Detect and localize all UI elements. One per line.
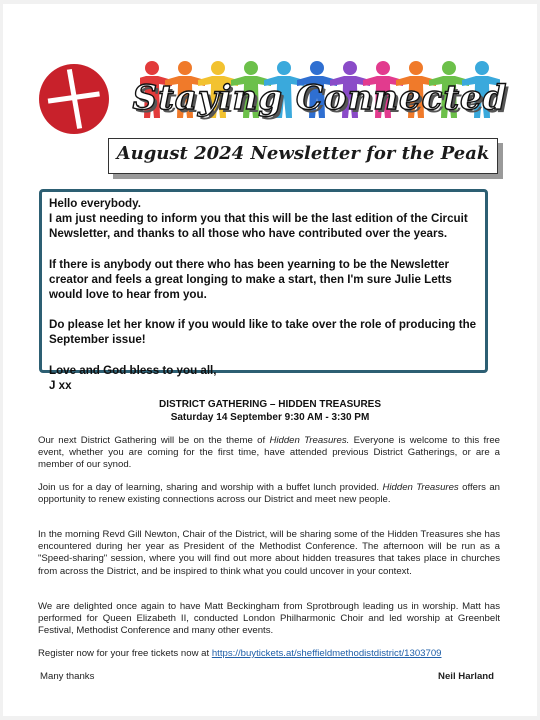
methodist-cross-logo-icon — [38, 63, 110, 135]
signature: J xx — [49, 378, 72, 392]
subtitle-banner — [108, 138, 498, 174]
event-paragraph-3: In the morning Revd Gill Newton, Chair of the District, will be sharing some of the Hidden Treasures she has encountered during her year as President of the Methodist Conference. The afternoon will be run as a "Speed-sharing" session, where you will find out more about hidden treasures that takes place in churches from across the District, and be inspired to think what you could uncover in your context. — [38, 529, 500, 577]
event-paragraph-2-text-b: offers an opportunity to renew existing connections across our District and meet new people. — [38, 482, 500, 506]
announcement-box — [39, 189, 488, 392]
event-heading-block — [0, 399, 540, 424]
event-date: Saturday 14 September 9:30 AM - 3:30 PM — [170, 411, 370, 423]
event-paragraph-4: We are delighted once again to have Matt Beckingham from Sprotbrough leading us in worship. Matt has performed for Queen Elizabeth II, conducted London Philharmonic Choir and led worship at Greenbelt Festival, Methodist Conference and many other events. — [38, 601, 500, 637]
event-paragraph-1-emphasis: Hidden Treasures. — [269, 435, 350, 446]
register-text: Register now for your free tickets now at — [38, 648, 212, 659]
event-paragraph-1-text-b: Everyone is welcome to this free event, whether you are coming for the first time, have attended previous District Gatherings, or are a member of our synod. — [38, 435, 501, 471]
event-title: DISTRICT GATHERING – HIDDEN TREASURES — [158, 399, 382, 410]
newsletter-title: Staying Connected — [132, 78, 508, 118]
event-paragraph-2 — [38, 482, 500, 506]
register-line — [38, 648, 500, 660]
greeting: Hello everybody. — [49, 197, 141, 210]
event-paragraph-2-emphasis: Hidden Treasures — [382, 482, 459, 493]
register-link[interactable]: https://buytickets.at/sheffieldmethodistdistrict/1303709 — [211, 648, 442, 659]
event-paragraph-2-text-a: Join us for a day of learning, sharing and worship with a buffet lunch provided. — [38, 482, 383, 493]
event-paragraph-1 — [38, 435, 500, 472]
author-name: Neil Harland — [438, 671, 494, 682]
announcement-paragraph-3: Do please let her know if you would like to take over the role of producing the September issue! — [49, 318, 477, 347]
announcement-paragraph-1: I am just needing to inform you that this will be the last edition of the Circuit Newsletter, and thanks to all those who have contributed over the years. — [49, 212, 468, 241]
sign-off: Love and God bless to you all, — [49, 363, 217, 377]
announcement-paragraph-2: If there is anybody out there who has been yearning to be the Newsletter creator and feels a great longing to make a start, then I'm sure Julie Letts would love to hear from you. — [49, 257, 452, 302]
newsletter-subtitle: August 2024 Newsletter for the Peak — [116, 143, 490, 164]
closing-thanks: Many thanks — [40, 671, 95, 682]
event-paragraph-1-text-a: Our next District Gathering will be on the theme of — [38, 435, 270, 446]
